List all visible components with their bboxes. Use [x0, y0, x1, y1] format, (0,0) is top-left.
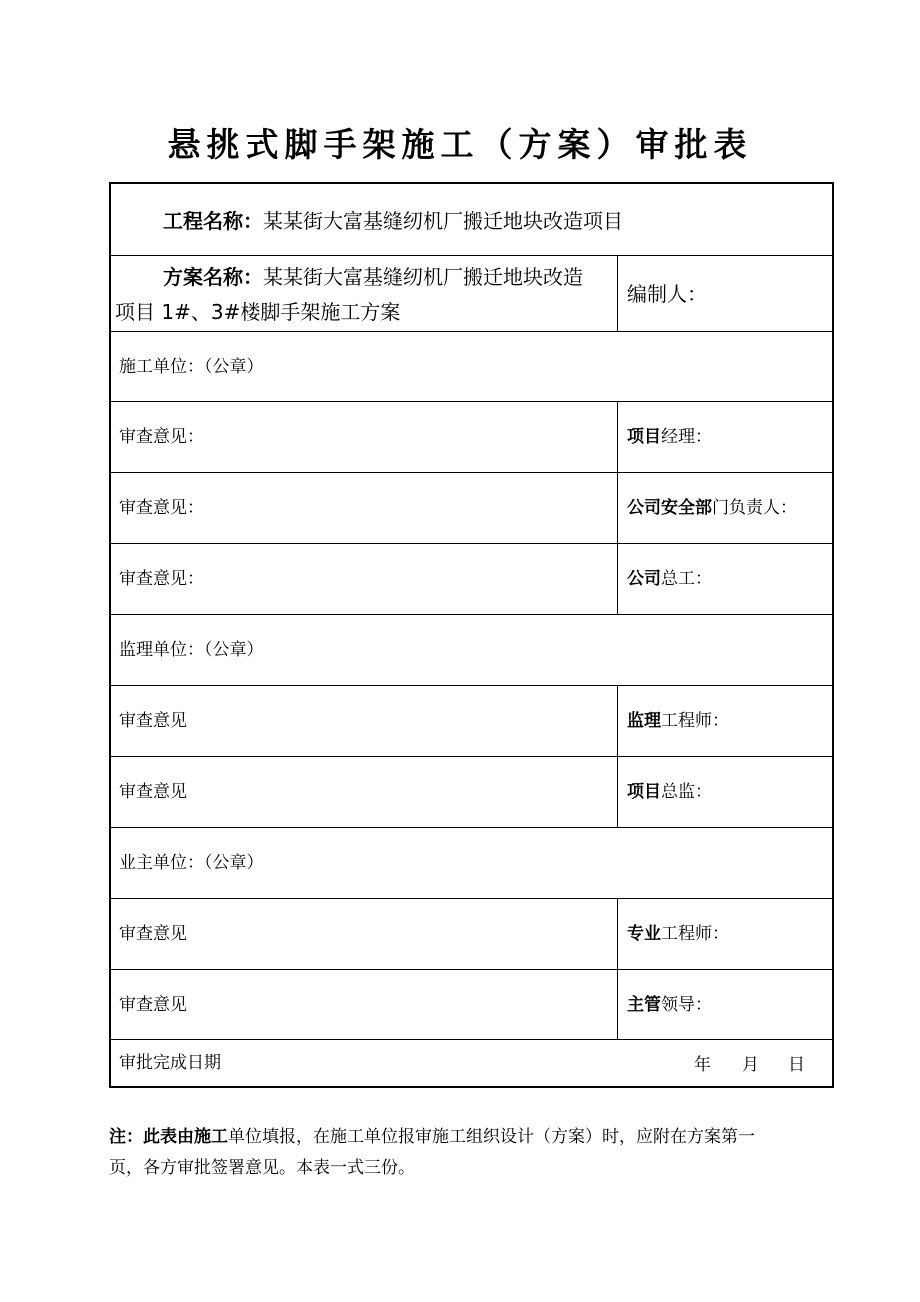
review-row [111, 402, 832, 473]
review-opinion-label: 审查意见 [119, 924, 187, 944]
page-title: 悬挑式脚手架施工（方案）审批表 [167, 125, 753, 164]
signer-label [627, 568, 712, 590]
review-row [111, 544, 832, 615]
project-name-value: 某某街大富基缝纫机厂搬迁地块改造项目 [263, 209, 623, 233]
footnote-line1 [109, 1122, 821, 1153]
review-opinion-label: 审查意见： [119, 569, 204, 589]
project-name-row [111, 184, 832, 256]
completion-date-row [111, 1040, 832, 1086]
supervision-unit-label: 监理单位：（公章） [119, 640, 264, 660]
review-opinion-label: 审查意见： [119, 498, 204, 518]
review-row [111, 757, 832, 828]
approval-form-table [109, 182, 834, 1088]
review-row [111, 899, 832, 970]
construction-unit-row [111, 332, 832, 402]
signer-label-bold: 监理 [627, 711, 661, 731]
signer-label-bold: 主管 [627, 995, 661, 1015]
signer-label-bold: 公司 [627, 569, 661, 589]
completion-date-label: 审批完成日期 [119, 1053, 221, 1073]
construction-unit-label: 施工单位：（公章） [119, 357, 264, 377]
owner-unit-label: 业主单位：（公章） [119, 853, 264, 873]
plan-name-value-line1: 某某街大富基缝纫机厂搬迁地块改造 [263, 265, 583, 289]
signer-label-rest: 领导： [661, 995, 712, 1015]
month-label: 月 [742, 1055, 759, 1075]
year-label: 年 [694, 1055, 711, 1075]
footnote-line2: 页，各方审批签署意见。本表一式三份。 [109, 1158, 415, 1178]
signer-label [627, 497, 797, 519]
footnote-line1-text: 单位填报，在施工单位报审施工组织设计（方案）时，应附在方案第一 [228, 1127, 755, 1147]
editor-label: 编制人： [627, 282, 707, 306]
signer-label [627, 426, 712, 448]
project-name-label: 工程名称： [163, 209, 263, 233]
signer-label-bold: 公司安全部 [627, 498, 712, 518]
supervision-unit-row [111, 615, 832, 686]
plan-name-value-line2: 项目 1#、3#楼脚手架施工方案 [115, 300, 401, 324]
plan-name-row [111, 256, 832, 332]
signer-label-rest: 总监： [661, 782, 712, 802]
signer-label [627, 710, 729, 732]
review-row [111, 686, 832, 757]
signer-label [627, 994, 712, 1016]
review-opinion-label: 审查意见： [119, 427, 204, 447]
footnote-prefix: 注：此表由施工 [109, 1127, 228, 1147]
review-row [111, 473, 832, 544]
signer-label-rest: 经理： [661, 427, 712, 447]
review-opinion-label: 审查意见 [119, 782, 187, 802]
signer-label-rest: 总工： [661, 569, 712, 589]
review-row [111, 970, 832, 1040]
signer-label-rest: 工程师： [661, 924, 729, 944]
signer-label [627, 923, 729, 945]
footnote [109, 1122, 821, 1184]
day-label: 日 [788, 1055, 805, 1075]
signer-label-rest: 工程师： [661, 711, 729, 731]
owner-unit-row [111, 828, 832, 899]
review-opinion-label: 审查意见 [119, 995, 187, 1015]
review-opinion-label: 审查意见 [119, 711, 187, 731]
plan-name-label: 方案名称： [163, 265, 263, 289]
signer-label-bold: 项目 [627, 782, 661, 802]
signer-label-bold: 项目 [627, 427, 661, 447]
signer-label-rest: 门负责人： [712, 498, 797, 518]
signer-label [627, 781, 712, 803]
signer-label-bold: 专业 [627, 924, 661, 944]
